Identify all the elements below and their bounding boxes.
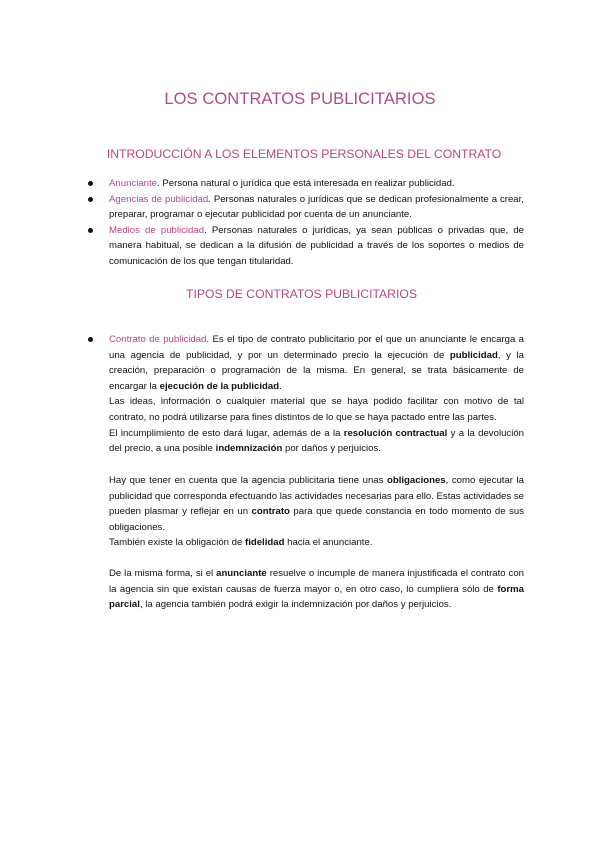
paragraph-text: y a la devolución del precio, a una posible [109,427,525,455]
bold-term: fidelidad [245,537,285,549]
paragraph-text: El incumplimiento de esto dará lugar, además de a la [109,427,344,439]
item-text: . Persona natural o jurídica que está interesada en realizar publicidad. [157,178,455,189]
item-term: Contrato de publicidad [109,334,207,345]
paragraph: Las ideas, información o cualquier material que se haya podido facilitar con motivo de tal contrato, no podrá utilizarse para fines distintos de lo que se haya pactado entre las partes. [109,396,524,423]
paragraph-text: Hay que tener en cuenta que la agencia publicitaria tiene unas [109,475,387,486]
item-text: . Personas naturales o jurídicas que se dedican profesionalmente a crear, preparar, programar o ejecutar publicidad por cuenta de un anunciante. [109,193,524,221]
bullet-icon [88,197,93,202]
bold-term: anunciante [216,568,267,579]
section-heading-intro: INTRODUCCIÓN A LOS ELEMENTOS PERSONALES DEL CONTRATO [106,147,502,161]
bold-term: contrato [251,506,290,518]
paragraph [109,473,524,535]
paragraph-text: por daños y perjuicios. [282,443,381,455]
bullet-icon [88,228,93,233]
paragraph-text: , como ejecutar la publicidad que corresponda efectuando las actividades necesarias para ello. Estas actividades se pueden plasmar y reflejar en un [109,475,524,518]
paragraph [109,535,524,551]
bold-term: resolución contractual [343,427,448,439]
paragraph-text: , la agencia también podrá exigir la indemnización por daños y perjuicios. [139,599,452,611]
bold-term: publicidad [449,349,498,361]
personal-elements-list [88,176,524,270]
item-term: Anunciante [109,178,158,189]
bold-term: forma parcial [109,583,524,611]
bold-term: ejecución de la publicidad [159,380,280,392]
obligations-block [109,473,524,551]
list-item [88,223,524,270]
paragraph-text: hacia el anunciante. [284,537,373,549]
paragraph-text: . [279,380,282,392]
item-term: Agencias de publicidad [109,193,209,205]
bold-term: indemnización [215,443,283,455]
item-text: . Personas naturales o jurídicas, ya sean públicas o privadas que, de manera habitual, se dedican a la difusión de publicidad a través de los soportes o medios de comunicación de los que tengan titularidad. [109,224,524,267]
document-title: LOS CONTRATOS PUBLICITARIOS [164,90,436,108]
list-item [88,176,524,192]
bullet-icon [88,181,93,186]
advertiser-block [109,566,524,613]
bullet-icon [88,337,93,342]
item-term: Medios de publicidad [109,224,205,236]
paragraph-text: , y la creación, preparación o programación de la misma. En general, se trata básicamente de encargar la [109,349,524,392]
section-heading-types: TIPOS DE CONTRATOS PUBLICITARIOS [186,287,417,301]
paragraph-text: De la misma forma, si el [109,568,217,579]
paragraph-text: . Es el tipo de contrato publicitario por el que un anunciante le encarga a una agencia de publicidad, y por un determinado precio la ejecución de [109,334,524,361]
paragraph-text: También existe la obligación de [109,537,245,549]
paragraph [109,426,524,457]
list-item [88,332,524,457]
bold-term: obligaciones [386,475,446,486]
list-item [88,192,524,223]
paragraph-text: resuelve o incumple de manera injustificada el contrato con la agencia sin que existan causas de fuerza mayor o, en otro caso, lo cumpliera sólo de [109,568,524,595]
contract-types-list [88,332,524,457]
paragraph [109,566,524,613]
paragraph-text: para que quede constancia en todo momento de sus obligaciones. [109,506,524,533]
